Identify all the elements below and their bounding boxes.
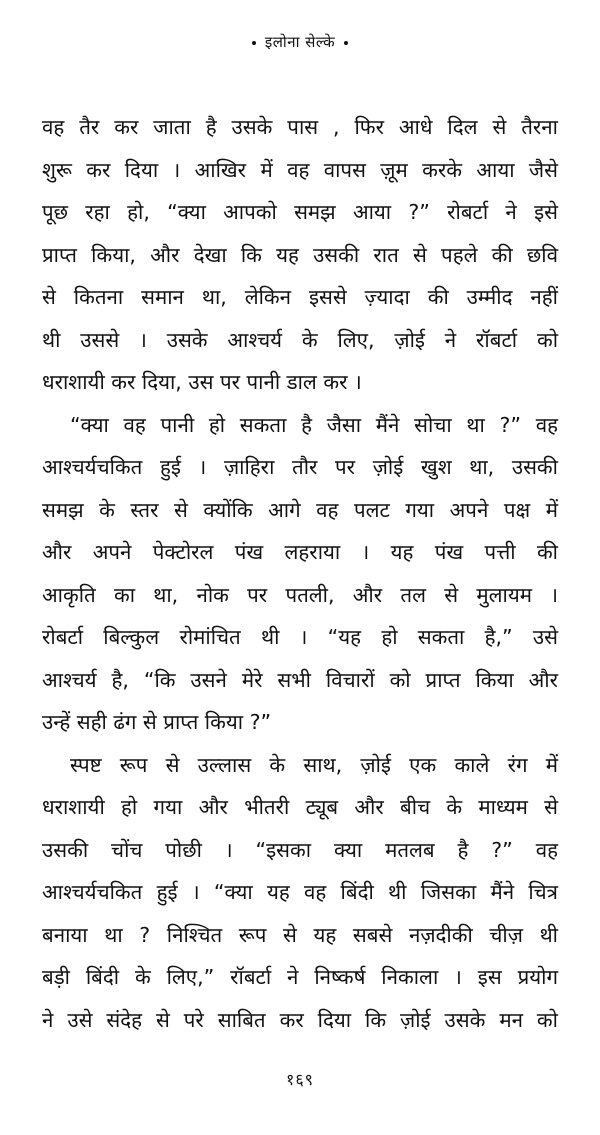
header-bullet-left <box>252 41 256 45</box>
text-line: रोबर्टा बिल्कुल रोमांचित थी । “यह हो सकता है,” उसे <box>42 625 558 649</box>
text-line: आश्चर्य है, “कि उसने मेरे सभी विचारों को प्राप्त किया और <box>42 667 558 692</box>
text-line: पूछ रहा हो, “क्या आपको समझ आया ?” रोबर्टा ने इसे <box>42 200 558 224</box>
text-line: स्पष्ट रूप से उल्लास के साथ, ज़ोई एक काले रंग में <box>70 752 558 777</box>
page-number: १६९ <box>286 1070 314 1089</box>
text-line: धराशायी हो गया और भीतरी ट्यूब और बीच के माध्यम से <box>42 795 558 819</box>
text-line: शुरू कर दिया । आखिर में वह वापस ज़ूम करके आया जैसे <box>42 157 558 182</box>
running-title: इलोना सेल्के <box>264 33 336 51</box>
text-line: उन्हें सही ढंग से प्राप्त किया ?” <box>42 710 272 734</box>
text-line: उसकी चोंच पोछी । “इसका क्या मतलब है ?” वह <box>42 837 558 862</box>
text-line: प्राप्त किया, और देखा कि यह उसकी रात से पहले की छवि <box>42 242 558 267</box>
text-line: आश्चर्यचकित हुई । ज़ाहिरा तौर पर ज़ोई खुश था, उसकी <box>42 455 558 479</box>
text-line: और अपने पेक्टोरल पंख लहराया । यह पंख पत्ती की <box>42 540 558 564</box>
text-line: वह तैर कर जाता है उसके पास , फिर आधे दिल से तैरना <box>42 115 558 139</box>
text-line: आकृति का था, नोक पर पतली, और तल से मुलायम । <box>42 582 558 607</box>
text-line: बनाया था ? निश्चित रूप से यह सबसे नज़दीकी चीज़ थी <box>42 922 558 947</box>
text-line: थी उससे । उसके आश्चर्य के लिए, ज़ोई ने रॉबर्टा को <box>42 327 558 352</box>
body-text <box>42 106 558 1041</box>
text-line: आश्चर्यचकित हुई । “क्या यह वह बिंदी थी जिसका मैंने चित्र <box>42 880 558 904</box>
text-line: धराशायी कर दिया, उस पर पानी डाल कर । <box>42 370 362 394</box>
text-line: बड़ी बिंदी के लिए,” रॉबर्टा ने निष्कर्ष निकाला । इस प्रयोग <box>42 965 558 989</box>
text-line: समझ के स्तर से क्योंकि आगे वह पलट गया अपने पक्ष में <box>42 497 558 522</box>
text-line: “क्या वह पानी हो सकता है जैसा मैंने सोचा था ?” वह <box>70 412 558 437</box>
text-line: से कितना समान था, लेकिन इससे ज़्यादा की उम्मीद नहीं <box>42 285 558 309</box>
running-header <box>0 32 600 52</box>
text-line: ने उसे संदेह से परे साबित कर दिया कि ज़ोई उसके मन को <box>42 1007 558 1032</box>
header-bullet-right <box>344 41 348 45</box>
